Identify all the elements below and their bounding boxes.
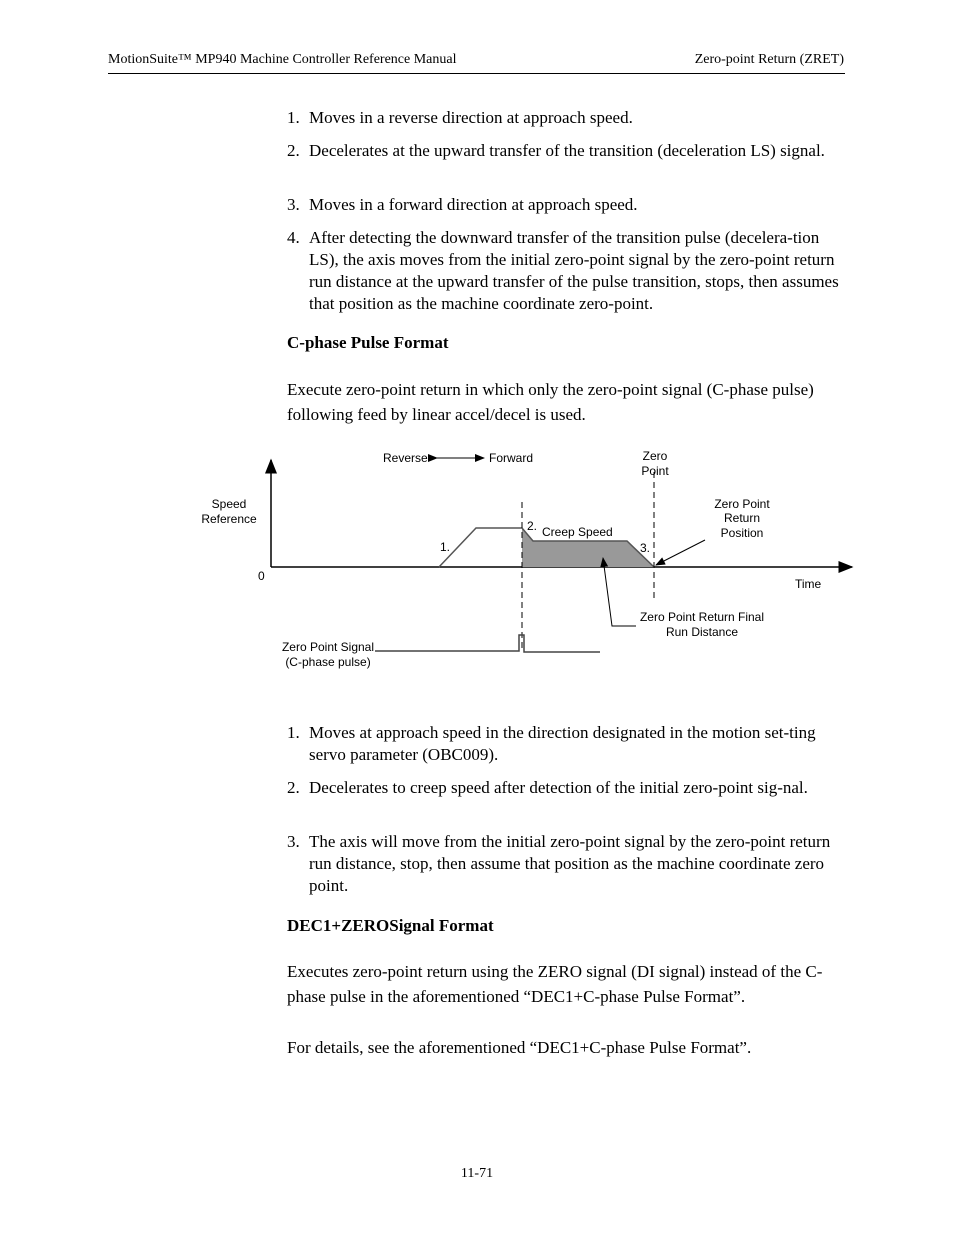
- item-number: 1.: [287, 723, 300, 742]
- step-label: 3.: [640, 541, 651, 555]
- page-number: 11-71: [460, 1166, 494, 1181]
- reverse-label: Reverse: [383, 451, 428, 465]
- return-position-label: Return: [723, 511, 761, 525]
- final-run-label: Run Distance: [665, 625, 739, 639]
- header-title: MotionSuite™ MP940 Machine Controller Reference Manual: [108, 52, 457, 67]
- signal-label: Zero Point Signal: [281, 640, 375, 654]
- forward-label: Forward: [489, 451, 534, 465]
- final-run-arrow: [603, 558, 636, 626]
- final-run-label: Zero Point Return Final: [639, 610, 765, 624]
- step-label: 2.: [527, 519, 538, 533]
- header-section: Zero-point Return (ZRET): [694, 52, 844, 67]
- item-text: Moves in a forward direction at approach speed.: [309, 195, 638, 214]
- item-text: The axis will move from the initial zero-point signal by the zero-point return run distance, stop, then assume that position as the machine coordinate zero point.: [309, 832, 831, 895]
- section-heading: C-phase Pulse Format: [287, 333, 449, 352]
- paragraph: For details, see the aforementioned “DEC1+C-phase Pulse Format”.: [287, 1038, 752, 1057]
- item-text: Decelerates to creep speed after detection of the initial zero-point sig-nal.: [309, 778, 808, 797]
- signal-label: (C-phase pulse): [285, 655, 371, 669]
- list-item: [287, 722, 847, 766]
- item-text: Decelerates at the upward transfer of the transition (deceleration LS) signal.: [309, 141, 825, 160]
- section-heading: DEC1+ZEROSignal Format: [287, 916, 494, 935]
- zero-point-label: Point: [641, 464, 669, 478]
- origin-label: 0: [258, 569, 265, 583]
- y-axis-label: Speed: [211, 497, 247, 511]
- item-number: 4.: [287, 228, 300, 247]
- return-position-label: Zero Point: [714, 497, 770, 511]
- zero-point-label: Zero: [642, 449, 668, 463]
- item-number: 3.: [287, 832, 300, 851]
- y-axis-label: Reference: [201, 512, 257, 526]
- list-item: [287, 831, 847, 897]
- creep-speed-label: Creep Speed: [542, 525, 613, 539]
- step-label: 1.: [440, 540, 451, 554]
- return-position-label: Position: [720, 526, 764, 540]
- list-item: [287, 777, 847, 799]
- x-axis-label: Time: [795, 577, 822, 591]
- item-text: Moves in a reverse direction at approach speed.: [309, 108, 633, 127]
- zero-point-pulse: [375, 635, 600, 652]
- item-number: 2.: [287, 141, 300, 160]
- item-text: Moves at approach speed in the direction designated in the motion set-ting servo parameter (OBC009).: [309, 723, 816, 764]
- item-number: 3.: [287, 195, 300, 214]
- item-text: After detecting the downward transfer of the transition pulse (decelera-tion LS), the axis moves from the initial zero-point signal by the zero-point return run distance at the upward transfer of the pulse transition, stops, then assumes that position as the machine coordinate zero-point.: [309, 228, 839, 313]
- paragraph: Executes zero-point return using the ZERO signal (DI signal) instead of the C-phase pulse in the aforementioned “DEC1+C-phase Pulse Format”.: [287, 962, 823, 1006]
- item-number: 1.: [287, 108, 300, 127]
- position-arrow: [656, 540, 705, 565]
- item-number: 2.: [287, 778, 300, 797]
- paragraph: Execute zero-point return in which only the zero-point signal (C-phase pulse) following feed by linear accel/decel is used.: [287, 380, 814, 424]
